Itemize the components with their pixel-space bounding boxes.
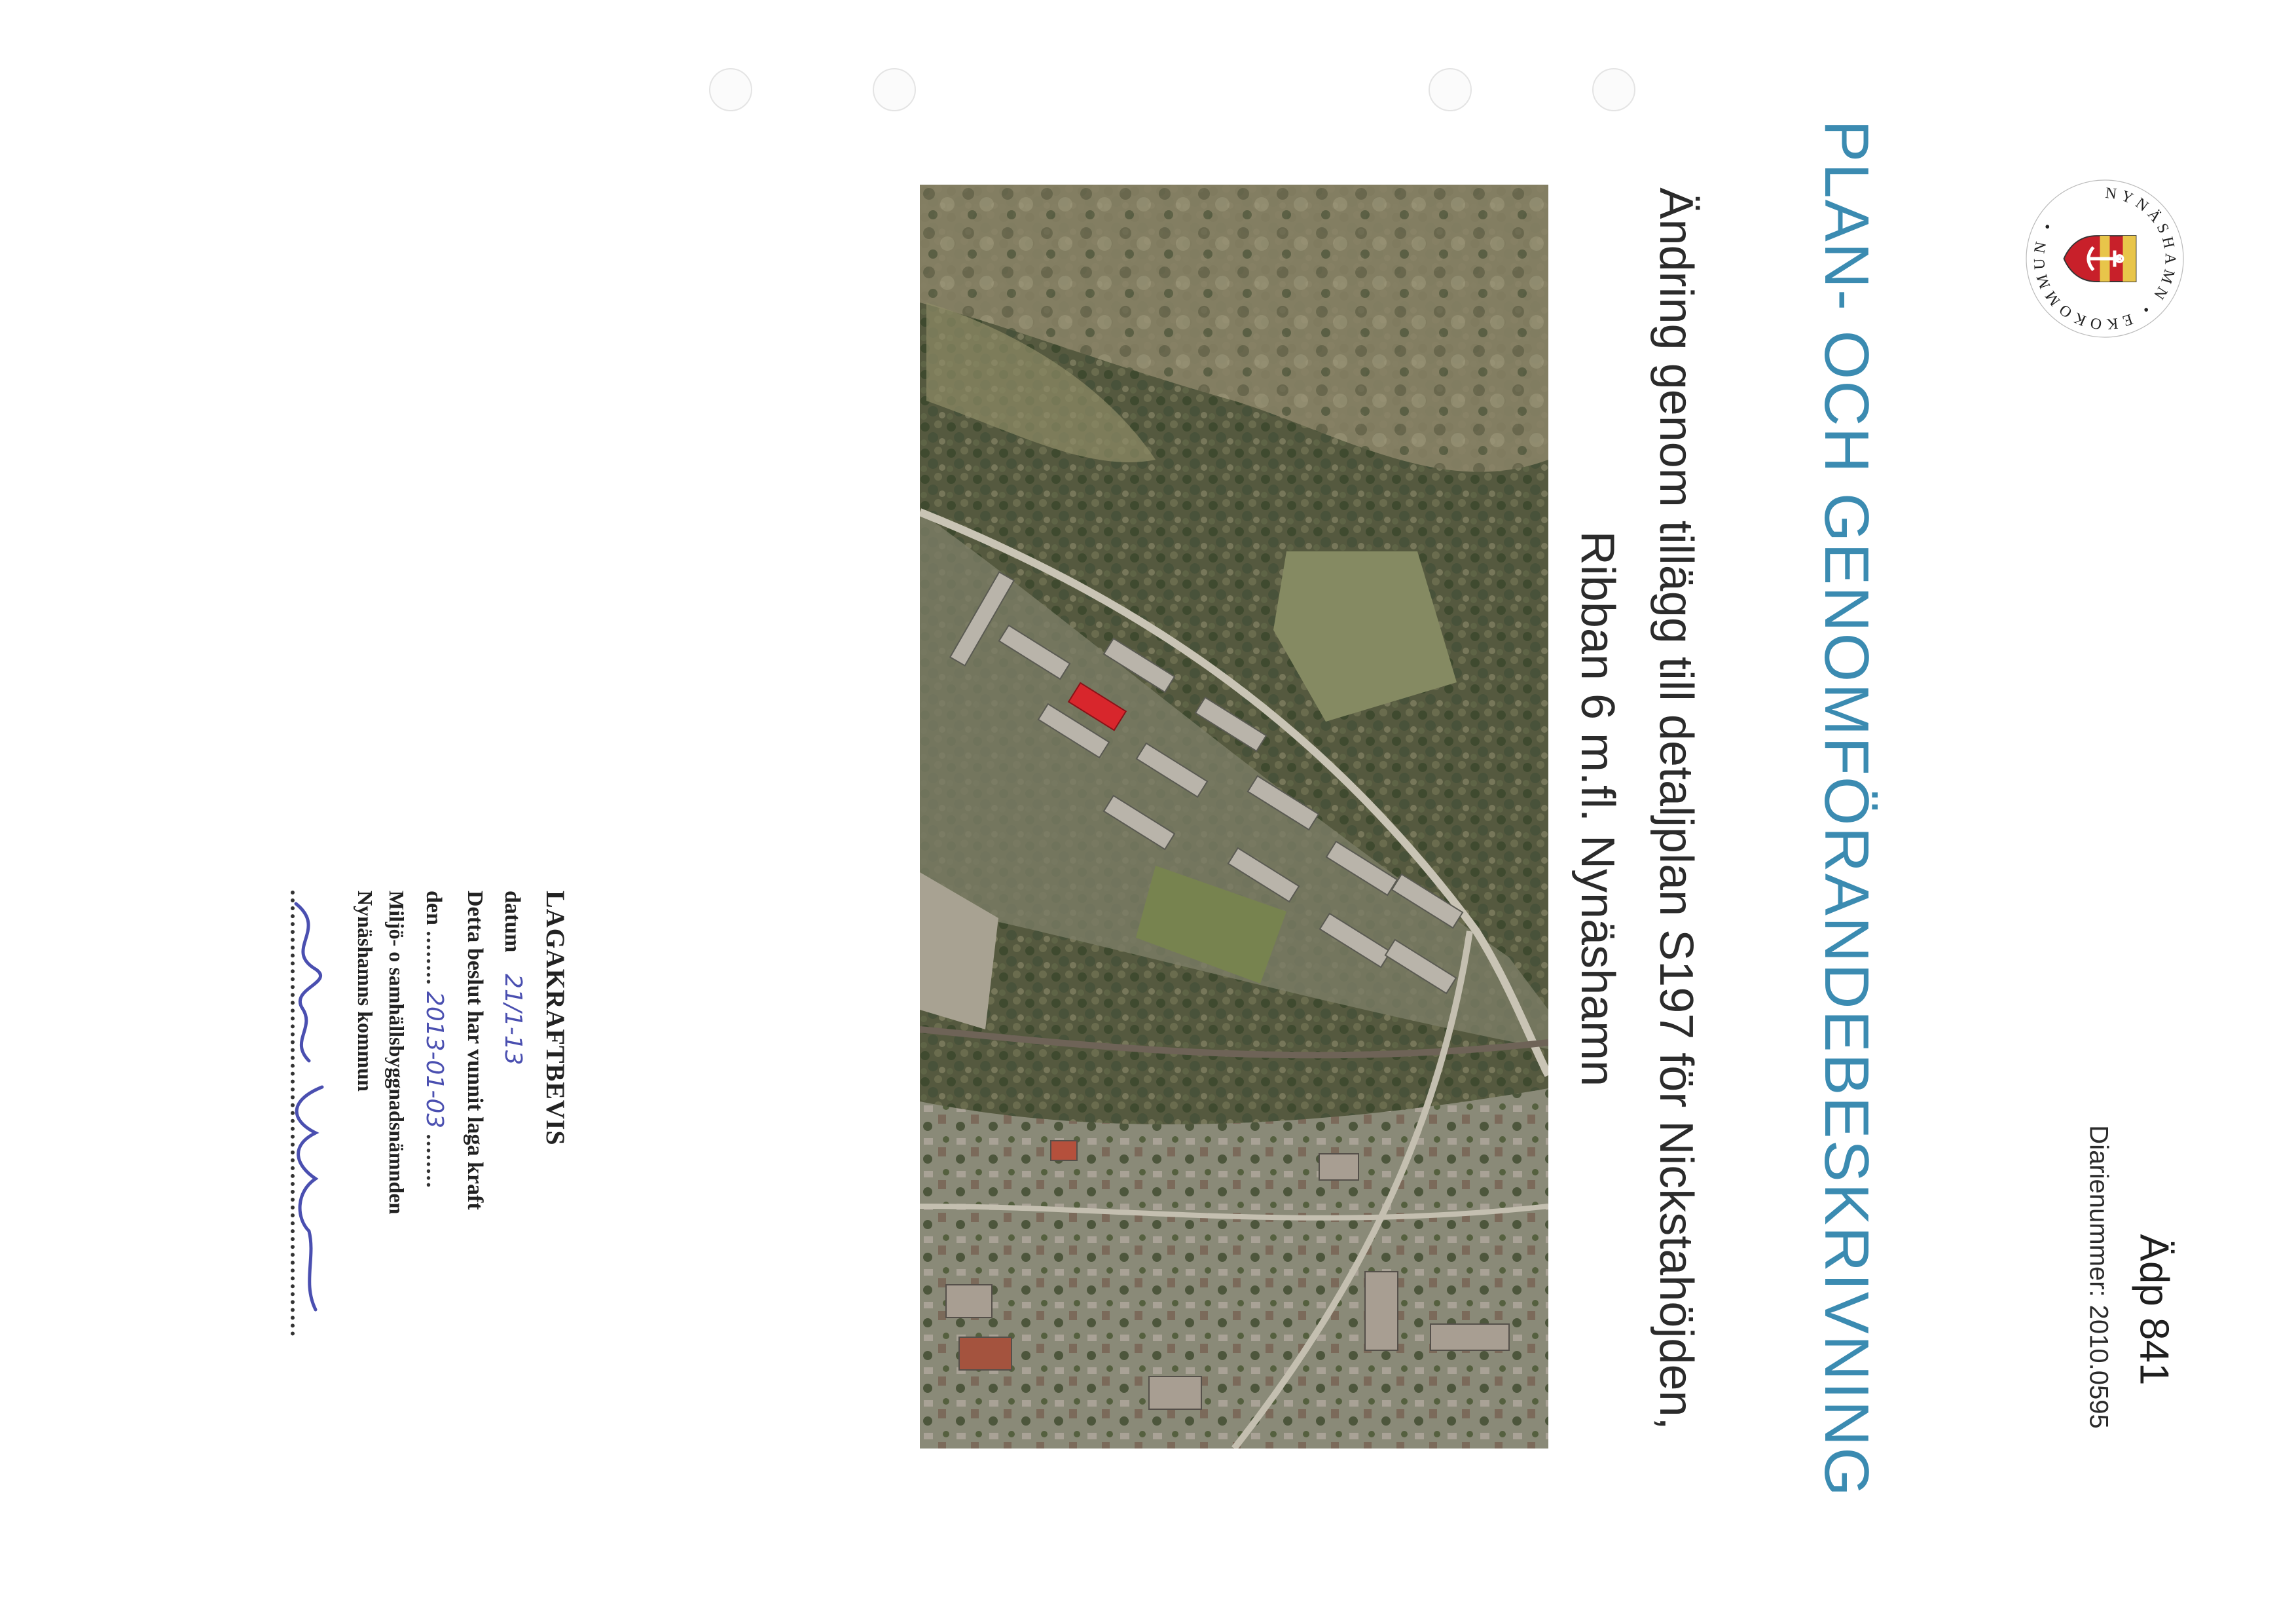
stamp-datum-value: 21/1-13 [500, 973, 526, 1065]
subtitle-line-1: Ändring genom tillägg till detaljplan S197 för Nickstahöjden, [1650, 187, 1702, 1430]
punch-hole [1429, 68, 1472, 111]
document-code: Ädp 841 [2131, 1234, 2177, 1386]
diarienummer-value: 2010.0595 [2084, 1304, 2113, 1429]
aerial-photo-image [920, 185, 1548, 1449]
municipal-seal-icon [2023, 177, 2187, 341]
punch-hole [709, 68, 752, 111]
stamp-authority-line-1: Miljö- o samhällsbyggnadsnämnden [385, 891, 409, 1215]
page-title: PLAN- OCH GENOMFÖRANDEBESKRIVNING [1812, 120, 1882, 1498]
stamp-decision-text: Detta beslut har vunnit laga kraft [463, 891, 487, 1210]
stamp-den-value: 2013-01-03 [421, 991, 448, 1129]
stamp-dots: ........ [422, 1134, 446, 1189]
signature-line [291, 891, 295, 1336]
stamp-title: LAGAKRAFTBEVIS [541, 891, 570, 1146]
diarienummer-label: Diarienummer: [2084, 1125, 2113, 1297]
stamp-den-label: den [422, 891, 446, 925]
stamp-dots: ........ [422, 931, 446, 986]
stamp-datum-label: datum [500, 891, 524, 953]
subtitle-line-2: Ribban 6 m.fl. Nynäshamn [1571, 530, 1624, 1087]
seal-text: NYNÄSHAMN • EKOKOMMUN • [2031, 184, 2179, 333]
stamp-datum-row [500, 891, 526, 1065]
diarienummer [2084, 1125, 2113, 1428]
punch-hole [873, 68, 916, 111]
stamp-authority-line-2: Nynäshamns kommun [354, 891, 377, 1092]
stamp-den-row [421, 891, 448, 1189]
handwritten-signature [276, 891, 335, 1323]
legal-force-stamp [268, 877, 583, 1349]
punch-hole [1592, 68, 1635, 111]
